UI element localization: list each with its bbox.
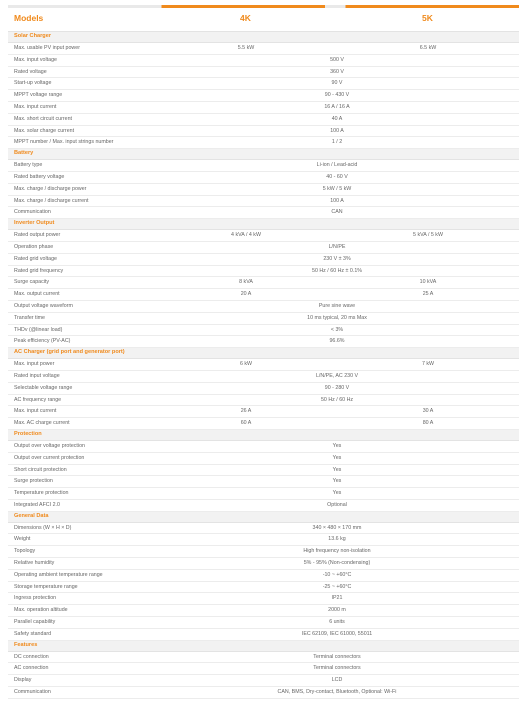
- section-header: [8, 32, 519, 43]
- spec-label: Dimensions (W × H × D): [14, 524, 72, 531]
- spec-row: [8, 242, 519, 254]
- spec-row: [8, 629, 519, 641]
- spec-row: [8, 313, 519, 325]
- spec-value-4k: 20 A: [240, 291, 252, 298]
- spec-label: Display: [14, 677, 32, 684]
- spec-label: Rated battery voltage: [14, 173, 65, 180]
- spec-value-shared: Yes: [332, 478, 342, 485]
- spec-label: Transfer time: [14, 314, 46, 321]
- spec-row: [8, 336, 519, 348]
- spec-row: [8, 102, 519, 114]
- spec-value-shared: 16 A / 16 A: [324, 103, 350, 110]
- spec-label: Max. input current: [14, 408, 57, 415]
- spec-value-shared: 90 V: [331, 80, 343, 87]
- spec-value-shared: Yes: [332, 490, 342, 497]
- spec-label: Max. charge / discharge current: [14, 197, 89, 204]
- spec-value-5k: 5 kVA / 5 kW: [413, 232, 443, 239]
- spec-row: [8, 663, 519, 675]
- spec-label: Rated grid frequency: [14, 267, 64, 274]
- spec-value-4k: 8 kVA: [239, 279, 253, 286]
- spec-row: [8, 441, 519, 453]
- spec-value-shared: 90 - 430 V: [324, 92, 350, 99]
- spec-row: [8, 617, 519, 629]
- spec-row: [8, 196, 519, 208]
- spec-label: Max. input voltage: [14, 56, 57, 63]
- spec-value-5k: 30 A: [422, 408, 434, 415]
- spec-label: Battery type: [14, 162, 43, 169]
- spec-value-shared: 13.6 kg: [328, 536, 346, 543]
- spec-row: [8, 534, 519, 546]
- spec-label: Short circuit protection: [14, 466, 67, 473]
- spec-value-shared: 1 / 2: [331, 139, 343, 146]
- spec-value-shared: CAN, BMS, Dry-contact, Bluetooth, Optional: Wi-Fi: [277, 689, 397, 696]
- spec-table-body: [8, 32, 519, 699]
- spec-row: [8, 675, 519, 687]
- spec-label: Output over voltage protection: [14, 442, 85, 449]
- header-models: Models: [14, 13, 44, 23]
- spec-label: Max. input power: [14, 361, 55, 368]
- spec-label: Max. input current: [14, 103, 57, 110]
- spec-label: Operating ambient temperature range: [14, 571, 103, 578]
- spec-label: Max. operation altitude: [14, 607, 68, 614]
- spec-label: MPPT voltage range: [14, 92, 63, 99]
- spec-label: Communication: [14, 689, 51, 696]
- spec-row: [8, 395, 519, 407]
- spec-row: [8, 546, 519, 558]
- spec-value-4k: 6 kW: [239, 361, 253, 368]
- spec-row: [8, 230, 519, 242]
- spec-label: Communication: [14, 209, 51, 216]
- spec-row: [8, 687, 519, 699]
- section-title: Inverter Output: [14, 220, 55, 227]
- spec-value-4k: 60 A: [240, 420, 252, 427]
- spec-value-5k: 10 kVA: [419, 279, 437, 286]
- spec-value-shared: -25 ~ +60°C: [322, 583, 352, 590]
- spec-label: Start-up voltage: [14, 80, 52, 87]
- spec-row: [8, 137, 519, 149]
- spec-label: Integrated AFCI 2.0: [14, 501, 60, 508]
- spec-value-shared: IP21: [331, 595, 343, 602]
- spec-row: [8, 78, 519, 90]
- spec-row: [8, 277, 519, 289]
- spec-value-shared: 96.6%: [329, 338, 345, 345]
- header-5k: 5K: [422, 13, 433, 23]
- spec-value-shared: L/N/PE, AC 230 V: [315, 372, 359, 379]
- section-header: [8, 512, 519, 523]
- section-header: [8, 430, 519, 441]
- spec-value-shared: Optional: [327, 501, 347, 508]
- spec-row: [8, 289, 519, 301]
- spec-row: [8, 254, 519, 266]
- spec-value-shared: 50 Hz / 60 Hz ± 0.1%: [311, 267, 363, 274]
- spec-label: Max. solar charge current: [14, 127, 75, 134]
- spec-value-shared: Yes: [332, 466, 342, 473]
- spec-label: Rated input voltage: [14, 372, 60, 379]
- spec-row: [8, 301, 519, 313]
- spec-value-4k: 5.5 kW: [237, 45, 255, 51]
- spec-row: [8, 371, 519, 383]
- spec-label: Operation phase: [14, 243, 54, 250]
- spec-row: [8, 500, 519, 512]
- spec-label: Surge protection: [14, 478, 53, 485]
- spec-label: AC connection: [14, 665, 49, 672]
- spec-label: Peak efficiency (PV-AC): [14, 338, 71, 345]
- spec-row: [8, 593, 519, 605]
- spec-value-5k: 80 A: [422, 420, 434, 427]
- spec-value-shared: 50 Hz / 60 Hz: [320, 396, 354, 403]
- section-title: Battery: [14, 150, 34, 157]
- spec-row: [8, 488, 519, 500]
- spec-value-shared: Li-ion / Lead-acid: [316, 162, 358, 169]
- spec-value-shared: 100 A: [330, 127, 344, 134]
- spec-label: AC frequency range: [14, 396, 62, 403]
- spec-row: [8, 90, 519, 102]
- spec-label: Max. usable PV input power: [14, 45, 80, 51]
- spec-row: [8, 383, 519, 395]
- spec-row: [8, 359, 519, 371]
- header-4k: 4K: [240, 13, 251, 23]
- spec-value-shared: 230 V ± 3%: [323, 255, 351, 262]
- spec-label: Output voltage waveform: [14, 302, 73, 309]
- spec-label: Relative humidity: [14, 560, 55, 567]
- spec-label: Parallel capability: [14, 619, 56, 626]
- spec-value-4k: 4 kVA / 4 kW: [231, 232, 261, 239]
- spec-row: [8, 172, 519, 184]
- spec-row: [8, 43, 519, 55]
- section-title: Features: [14, 641, 38, 648]
- section-header: [8, 641, 519, 652]
- spec-sheet: [8, 5, 519, 699]
- spec-row: [8, 325, 519, 337]
- spec-row: [8, 652, 519, 664]
- spec-label: Weight: [14, 536, 31, 543]
- spec-value-shared: 40 A: [331, 115, 343, 122]
- spec-label: Storage temperature range: [14, 583, 78, 590]
- spec-row: [8, 582, 519, 594]
- spec-value-shared: Pure sine wave: [318, 302, 356, 309]
- spec-row: [8, 418, 519, 430]
- spec-value-shared: 5 kW / 5 kW: [322, 185, 352, 192]
- section-header: [8, 219, 519, 230]
- spec-value-shared: IEC 62109, IEC 61000, 55011: [301, 630, 373, 637]
- spec-row: [8, 67, 519, 79]
- spec-value-shared: 90 - 280 V: [324, 384, 350, 391]
- spec-row: [8, 523, 519, 535]
- spec-value-shared: 100 A: [330, 197, 344, 204]
- spec-value-shared: < 3%: [330, 326, 344, 333]
- spec-label: Output over current protection: [14, 454, 85, 461]
- spec-row: [8, 266, 519, 278]
- spec-label: Selectable voltage range: [14, 384, 73, 391]
- spec-row: [8, 55, 519, 67]
- spec-row: [8, 160, 519, 172]
- spec-label: MPPT number / Max. input strings number: [14, 139, 114, 146]
- spec-label: Max. AC charge current: [14, 420, 70, 427]
- spec-value-shared: 500 V: [330, 56, 344, 63]
- section-title: General Data: [14, 512, 49, 519]
- spec-label: Max. charge / discharge power: [14, 185, 87, 192]
- spec-value-shared: 340 × 480 × 170 mm: [312, 524, 362, 531]
- spec-value-shared: 360 V: [330, 68, 344, 75]
- spec-label: DC connection: [14, 653, 49, 660]
- spec-row: [8, 605, 519, 617]
- spec-row: [8, 184, 519, 196]
- table-header: [8, 8, 519, 32]
- spec-row: [8, 406, 519, 418]
- spec-label: Rated output power: [14, 232, 61, 239]
- section-header: [8, 149, 519, 160]
- spec-value-shared: Yes: [332, 454, 342, 461]
- spec-row: [8, 114, 519, 126]
- spec-value-5k: 6.5 kW: [419, 45, 437, 51]
- spec-label: Temperature protection: [14, 490, 69, 497]
- spec-value-shared: LCD: [331, 677, 343, 684]
- spec-value-shared: 40 - 60 V: [326, 173, 348, 180]
- spec-label: Surge capacity: [14, 279, 50, 286]
- spec-value-shared: 6 units: [329, 619, 345, 626]
- spec-label: Max. short circuit current: [14, 115, 72, 122]
- section-title: Solar Charger: [14, 33, 51, 39]
- spec-value-shared: 2000 m: [328, 607, 346, 614]
- spec-value-5k: 7 kW: [421, 361, 435, 368]
- spec-row: [8, 465, 519, 477]
- spec-label: Rated grid voltage: [14, 255, 57, 262]
- spec-label: Safety standard: [14, 630, 52, 637]
- spec-value-shared: 5% - 95% (Non-condensing): [303, 560, 371, 567]
- spec-value-4k: 26 A: [240, 408, 252, 415]
- section-title: Protection: [14, 430, 42, 437]
- section-title: AC Charger (grid port and generator port): [14, 349, 125, 356]
- spec-label: Rated voltage: [14, 68, 47, 75]
- spec-row: [8, 570, 519, 582]
- spec-row: [8, 207, 519, 219]
- spec-label: Max. output current: [14, 291, 60, 298]
- spec-row: [8, 476, 519, 488]
- spec-row: [8, 558, 519, 570]
- spec-row: [8, 453, 519, 465]
- section-header: [8, 348, 519, 359]
- spec-value-shared: Yes: [332, 442, 342, 449]
- spec-label: Ingress protection: [14, 595, 57, 602]
- spec-label: Topology: [14, 548, 36, 555]
- spec-value-shared: 10 ms typical, 20 ms Max: [307, 314, 367, 321]
- spec-value-shared: High frequency non-isolation: [303, 548, 371, 555]
- spec-label: THDv (@linear load): [14, 326, 63, 333]
- spec-value-shared: -10 ~ +60°C: [322, 571, 352, 578]
- spec-value-5k: 25 A: [422, 291, 434, 298]
- spec-value-shared: Terminal connectors: [313, 653, 361, 660]
- spec-value-shared: L/N/PE: [328, 243, 346, 250]
- spec-row: [8, 126, 519, 138]
- spec-value-shared: CAN: [331, 209, 343, 216]
- spec-value-shared: Terminal connectors: [313, 665, 361, 672]
